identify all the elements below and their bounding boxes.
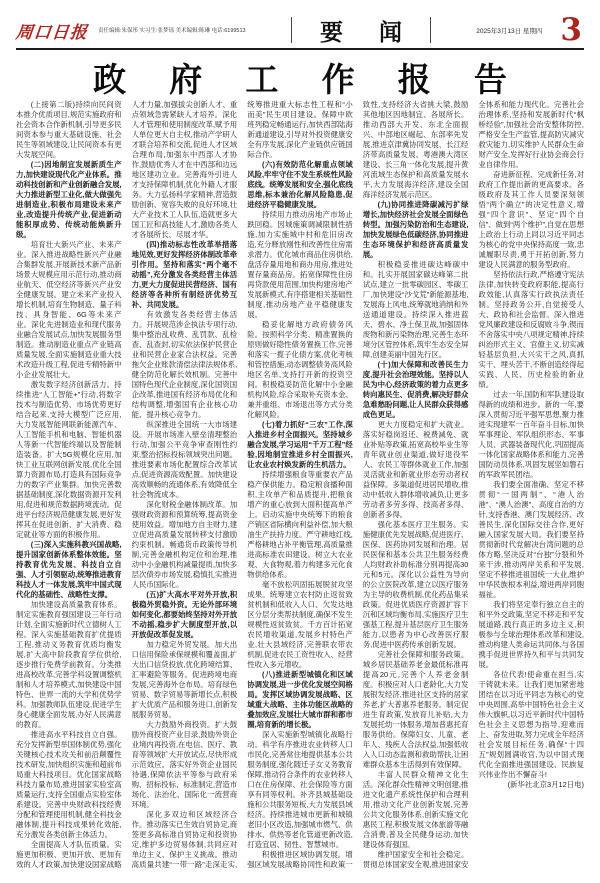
section-title-group [291, 14, 431, 47]
article-paragraph: (五)扩大高水平对外开放,积极稳外贸稳外资。无论外部环境如何变化,都要始终坚持对外开放不动摇,稳步扩大制度型开放,以开放促改革促发展。 [131, 590, 238, 639]
article-paragraph: 我们要全面准确、坚定不移贯彻“一国两制”、“港人治港”、“澳人治澳”、高度自治的方针,支持香港、澳门发展经济、改善民生,深化国际交往合作,更好融入国家发展大局。我们要坚持贯彻新时代党解决台湾问题的总体方略,坚决反对“台独”分裂和外来干涉,推动两岸关系和平发展,坚定不移推进祖国统一大业,维护中华民族根本利益,增进两岸同胞福祉。 [478, 480, 584, 599]
article-paragraph: (三)深入实施科教兴国战略,提升国家创新体系整体效能。坚持教育优先发展、科技自立自强、人才引领驱动,统筹推进教育科技人才一体发展,筑牢中国式现代化的基础性、战略性支撑。 [16, 540, 122, 599]
article-paragraph: 持续用力推动房地产市场止跌回稳。因城施策调减限制性措施,加力实施城中村和危旧房改造,充分释放刚性和改善性住房需求潜力。优化城市商品住房供给,盘活存量用地和商办用房,推进处置存量商品房。拓宽保障性住房再贷款使用范围,加快构建房地产发展新模式,有序搭建相关基础性制度,推动房地产业平稳健康发展。 [247, 210, 353, 319]
article-headline: 政 府 工 作 报 告 [93, 61, 524, 98]
article-paragraph: (八)推进新型城镇化和区域协调发展,进一步优化发展空间格局。发挥区域协调发展战略、区域重大战略、主体功能区战略的叠加效应,发展壮大城市群和都市圈,培育新的增长极。 [247, 670, 353, 729]
article-paragraph: (新华社北京3月12日电) [507, 780, 584, 789]
article-paragraph: 各位代表!使命重在担当,实干铸就未来。让我们更加紧密地团结在以习近平同志为核心的党中央周围,高举中国特色社会主义伟大旗帜,以习近平新时代中国特色社会主义思想为指导,迎难而上、奋发进取,努力完成全年经济社会发展目标任务,确保“十四五”规划圆满收官,为以中国式现代化全面推进强国建设、民族复兴伟业作出不懈奋斗! [478, 670, 584, 779]
article-paragraph: 坚持依法行政,严格遵守宪法法律,加快转变政府职能,提高行政效能,认真落实行政执法责任制。坚持政务公开,自觉接受人大、政协和社会监督。深入推进党风廉政建设和反腐败斗争,锲而不舍落实中央八项规定精神,持续纠治形式主义、官僚主义,切实减轻基层负担,大兴实干之风,真抓实干、埋头苦干,不断创造经得起实践、人民、历史检验的新业绩。 [478, 270, 584, 389]
article-paragraph: 我们将坚定奉行独立自主的和平外交政策,坚定不移走和平发展道路,践行真正的多边主义,积极参与全球治理体系改革和建设,推动构建人类命运共同体,与各国携手促进世界持久和平与共同发展。 [478, 600, 584, 669]
article-paragraph: (二)因地制宜发展新质生产力,加快建设现代化产业体系。推动科技创新和产业创新融合发展,大力推进新型工业化,做大做强先进制造业,积极布局建设未来产业,改造提升传统产业,促进新动能积厚成势、传统动能焕新升级。 [16, 160, 122, 239]
article-paragraph: 毫不放松巩固拓展脱贫攻坚成果。统筹建立农村防止返贫致贫机制和低收入人口、欠发达地区分层分类帮扶制度,确保不发生规模性返贫致贫。千方百计拓宽农民增收渠道,发展乡村特色产业,壮大县域经济,完善联农带农机制,促进农民工资性收入、经营性收入多元增收。 [247, 580, 353, 669]
article-paragraph: (十)加大保障和改善民生力度,提升社会治理效能。坚持以人民为中心,经济政策的着力点更多转向惠民生、促消费,解决好群众急难愁盼问题,让人民群众获得感成色更足。 [362, 360, 469, 419]
article-paragraph: 深化财税金融体制改革。加强财政资源和预算统筹,提高资金使用效益。增加地方自主财力,建立促进高质量发展转移支付激励约束机制。畅通货币政策传导机制,完善金融机构定位和治理,推动中小金融机构减量提质,加快多层次债券市场发展,稳慎扎实推进人民币国际化。 [131, 500, 238, 589]
article-paragraph: 奋进新征程、完成新任务,对政府工作提出新的更高要求。各级政府及其工作人员要深刻领悟“两个确立”的决定性意义,增强“四个意识”、坚定“四个自信”、做到“两个维护”,自觉在思想上政治上行动上同以习近平同志为核心的党中央保持高度一致,忠诚履职尽责,勇于开拓创新,努力建设人民满意的服务型政府。 [478, 170, 584, 269]
article-paragraph: 培育壮大新兴产业、未来产业。深入推进战略性新兴产业融合集群发展,开展新技术新产品新场景大规模应用示范行动,推动商业航天、低空经济等新兴产业安全健康发展。建立未来产业投入增长机制,培育生物制造、量子科技、具身智能、6G等未来产业。深化先进制造业和现代服务业融合发展试点,加快发展服务型制造。推动制造业重点产业链高质量发展,全面实施制造业重大技术改造升级工程,促进专精特新中小企业发展壮大。 [16, 240, 122, 379]
right-divider-bar [430, 17, 431, 43]
page-number: 3 [560, 11, 582, 48]
article-paragraph: (上接第二版)持续向民间资本推介优质项目,规范实施政府和社会资本合作新机制,引导更多民间资本参与重大基础设施、社会民生等领域建设,让民间资本有更大发展空间。 [16, 100, 122, 159]
article-paragraph: 有效激发各类经营主体活力。开展规范涉企执法专项行动,集中整治乱收费、乱罚款、乱检查、乱查封,切实依法保护民营企业和民营企业家合法权益。完善拖欠企业账款清偿法律法规体系,健全防范化解长效机制。完善中国特色现代企业制度,深化国资国企改革,推进国有经济布局优化和结构调整,增强国有企业核心功能、提升核心竞争力。 [131, 310, 238, 419]
article-paragraph: 更大力度稳定和扩大就业。落实好稳岗返还、税费减免、就业补贴等政策,拓宽高校毕业生等青年就业创业渠道,做好退役军人、农民工等群体就业工作,加强灵活就业和新就业形态劳动者权益保障。多渠道促进居民增收,推动中低收入群体增收减负,让更多劳动者多劳多得、技高者多得、创新者多得。 [362, 420, 469, 519]
article-paragraph: (七)着力抓好“三农”工作,深入推进乡村全面振兴。坚持城乡融合发展,学习运用“千万工程”经验,因地制宜推进乡村全面振兴,让农业农村焕发新的生机活力。 [247, 420, 353, 469]
article-paragraph: 稳妥化解地方政府债务风险。按照科学分类、精准置换的原则做好隐性债务置换工作,完善和落实一揽子化债方案,优化考核和管控措施,动态调整债务高风险地区名单,支持打开新的投资空间。积极稳妥防范化解中小金融机构风险,综合采取补充资本金、兼并重组、市场退出等方式分类化解风险。 [247, 320, 353, 419]
article-flow [16, 100, 584, 870]
article-paragraph: 维护国家安全和社会稳定。贯彻总体国家安全观,推进国家安全体系和能力现代化。完善社会治理体系,坚持和发展新时代“枫桥经验”,加强社会治安整体防控,严格安全生产监管,提高防灾减灾救灾能力,切实维护人民群众生命财产安全,发挥好行业协会商会行业自律作用。 [362, 100, 584, 869]
article-paragraph: 深化多双边和区域经济合作。推动落实已生效自贸协定,商签更多高标准自贸协定和投资协定,维护多边贸易体制,共同应对单边主义、保护主义挑战。推动高质量共建“一带一路”走深走实,统筹推进重大标志性工程和“小而美”民生项目建设。保障中欧班列稳定畅通运行,加快西部陆海新通道建设,引导对外投资健康安全有序发展,深化产业链供应链国际合作。 [131, 100, 353, 869]
article-paragraph: (六)有效防范化解重点领域风险,牢牢守住不发生系统性风险底线。统筹发展和安全,强化底线思维,标本兼治化解风险隐患,促进经济平稳健康发展。 [247, 160, 353, 209]
article-paragraph: 大力鼓励外商投资。扩大鼓励外商投资产业目录,鼓励外资企业境内再投资,在电信、医疗、教育等领域扩大开放试点,尽快形成示范效应。落实好外资企业国民待遇,保障依法平等参与政府采购、招标投标、标准制定,营造市场化、法治化、国际化一流营商环境。 [131, 720, 238, 809]
article-paragraph: 丰富人民群众精神文化生活。深化群众性精神文明创建,推进文化遗产系统性保护和合理利用,推动文化产业创新发展,完善公共文化服务体系,创新实施文化惠民工程,积极发展文体旅游等融合消费,普及全民健身运动,加快建设体育强国。 [362, 770, 469, 849]
article-paragraph: 持续增强粮食等重要农产品稳产保供能力。稳定粮食播种面积,主攻单产和品质提升,把粮食增产的重心放到大面积提高单产上。启动实施中央统筹下的粮食产销区省际横向利益补偿,加大粮油生产扶持力度。严守耕地红线,严格耕地占补平衡管理,高质量推进高标准农田建设。树立大农业观、大食物观,着力构建多元化食物供给体系。 [247, 470, 353, 579]
editor-credits: 责任编辑:朱保彤 实习生:张梦瑶 美术编辑:陈琳 电话:6199513 [98, 28, 246, 34]
article-paragraph: 推进高水平科技自立自强。充分发挥新型举国体制优势,强化关键核心技术攻关和前沿颠覆性技术研发,加快组织实施和超前布局重大科技项目。优化国家战略科技力量布局,推进国家实验室高质量运行,支持全国重点实验室体系建设。完善中央财政科技经费分配和管理使用机制,健全科技金融体制,提升科技成果转化效能,充分激发各类创新主体活力。 [16, 730, 122, 839]
article-paragraph: 纵深推进全国统一大市场建设。开展市场准入壁垒清理整治行动,加强公平竞争审查刚性约束,整治招标投标领域突出问题。推进要素市场化配置综合改革试点,促进资源高效配置。加快建设高效顺畅的流通体系,有效降低全社会物流成本。 [131, 420, 238, 499]
left-divider-bar [291, 17, 292, 43]
article-paragraph: 加力稳定外贸发展。加大出口信用保险承保规模和覆盖面,扩大出口信贷投放,优化跨境结算、汇率避险等服务。促进跨境电商发展,完善海外仓布局。培育绿色贸易、数字贸易等新增长点,积极扩大优质产品和服务进口,创新发展服务贸易。 [131, 640, 238, 719]
masthead [16, 12, 584, 50]
date-line: 2025年3月13日 星期四 [476, 27, 543, 35]
paper-name-logo: 周口日报 [14, 22, 89, 43]
article-paragraph: 完善社会保障和服务政策。城乡居民基础养老金最低标准再提高20元,完善个人养老金制度。积极应对人口老龄化,大力发展银发经济,推进社区支持的居家养老,扩大普惠养老服务。制定促进生育政策,发放育儿补贴,大力发展托幼一体服务,增加普惠托育服务供给。保障妇女、儿童、老年人、残疾人合法权益,加强低收入人口动态监测和救助帮扶,让困难群众基本生活得到有效保障。 [362, 650, 469, 769]
article-paragraph: (四)推动标志性改革举措落地见效,更好发挥经济体制改革牵引作用。坚持和落实“两个毫不动摇”,充分激发各类经营主体活力,更大力度促进民营经济、国有经济等各种所有制经济优势互补、共同发展。 [131, 240, 238, 309]
article-paragraph: 加快建设高质量教育体系。制定实施教育强国建设三年行动计划,全面实施新时代立德树人工程。深入实施基础教育扩优提质工程,推动义务教育优质均衡发展,扩大高中阶段教育学位供给,逐步推行免费学前教育。分类推进高校改革,完善学科设置调整机制和人才培养模式,加快建设中国特色、世界一流的大学和优势学科。加强教师队伍建设,促进学生身心健康全面发展,办好人民满意的教育。 [16, 600, 122, 729]
section-title: 要 闻 [319, 18, 416, 46]
article-paragraph: (九)协同推进降碳减污扩绿增长,加快经济社会发展全面绿色转型。加强污染防治和生态建设,加快发展绿色低碳经济,协同推进生态环境保护和经济高质量发展。 [362, 200, 469, 259]
article-paragraph: 强化基本医疗卫生服务。实施健康优先发展战略,促进医疗、医保、医药协同发展和治理。居民医保和基本公共卫生服务经费人均财政补助标准分别再提高30元和5元。深化以公益性为导向的公立医院改革,建立以医疗服务为主导的收费机制,优化药品集采政策。促进优质医疗资源扩容下沉和区域均衡布局,实施医疗卫生强基工程,提升基层医疗卫生服务能力,以患者为中心改善医疗服务,促进中医药传承创新发展。 [362, 520, 469, 649]
article-paragraph: 积极稳妥推进碳达峰碳中和。扎实开展国家碳达峰第二批试点,建立一批零碳园区、零碳工厂,加快建设“沙戈荒”新能源基地,发展海上风电,统筹就地消纳和外送通道建设。持续深入推进蓝天、碧水、净土保卫战,加强固体废物和新污染物治理,完善生态环境分区管控体系,筑牢生态安全屏障,创建美丽中国先行区。 [362, 260, 469, 359]
article-paragraph: 深入实施新型城镇化战略行动。科学有序推进农业转移人口市民化,完善常住地提供基本公共服务制度,强化随迁子女义务教育保障,推动符合条件的农业转移人口在住房保障、社会保险等方面享有同等权利。补齐县城基础设施和公共服务短板,大力发展县域经济。持续推进城市更新和城镇老旧小区改造,加强城市燃气、供排水、供热等老化管道更新改造,打造宜居、韧性、智慧城市。 [247, 730, 353, 849]
article-paragraph: 全面提高人才队伍质量。实施更加积极、更加开放、更加有效的人才政策,加快建设国家战略人才力量,加强拔尖创新人才、重点领域急需紧缺人才培养。深化人才管理和使用制度改革,赋予用人单位更大自主权,推动产学研人才联合培养和交流,促进人才区域合理布局,加强东中西部人才协作,鼓励优秀人才在中西部和边远地区建功立业。完善海外引进人才支持保障机制,优化外籍人才服务。大力弘扬科学家精神,营造鼓励创新、宽容失败的良好环境,壮大产业技术工人队伍,造就更多大国工匠和高技能人才,激励各类人才各展所长、尽展才华。 [16, 100, 238, 869]
article-paragraph: 激发数字经济创新活力。持续推进“人工智能+”行动,将数字技术与制造优势、市场优势更好结合起来,支持大模型广泛应用,大力发展智能网联新能源汽车、人工智能手机和电脑、智能机器人等新一代智能终端以及智能制造装备。扩大5G规模化应用,加快工业互联网创新发展,优化全国算力资源布局,打造具有国际竞争力的数字产业集群。加快完善数据基础制度,深化数据资源开发利用,促进和规范数据跨境流动。促进平台经济规范健康发展,更好发挥其在促进创新、扩大消费、稳定就业等方面的积极作用。 [16, 380, 122, 539]
article-paragraph: 过去一年,国防和军队建设取得新的成绩和进步。新的一年,要深入贯彻习近平强军思想,聚力推进实现建军一百年奋斗目标,加快军事理论、军队组织形态、军事人员、武器装备现代化,巩固提高一体化国家战略体系和能力,完善国防动员体系,巩固发展坚如磐石的军政军民团结。 [478, 390, 584, 479]
article-paragraph: 积极推进区域协调发展。增强区域发展战略协同性和政策一致性,支持经济大省挑大梁,鼓励其他地区因地制宜、各展所长。推动西部大开发、东北全面振兴、中部地区崛起、东部率先发展,推进京津冀协同发展、长江经济带高质量发展、粤港澳大湾区建设、长三角一体化发展,提升黄河流域生态保护和高质量发展水平,大力发展海洋经济,建设全国海洋经济发展示范区。 [247, 100, 469, 869]
